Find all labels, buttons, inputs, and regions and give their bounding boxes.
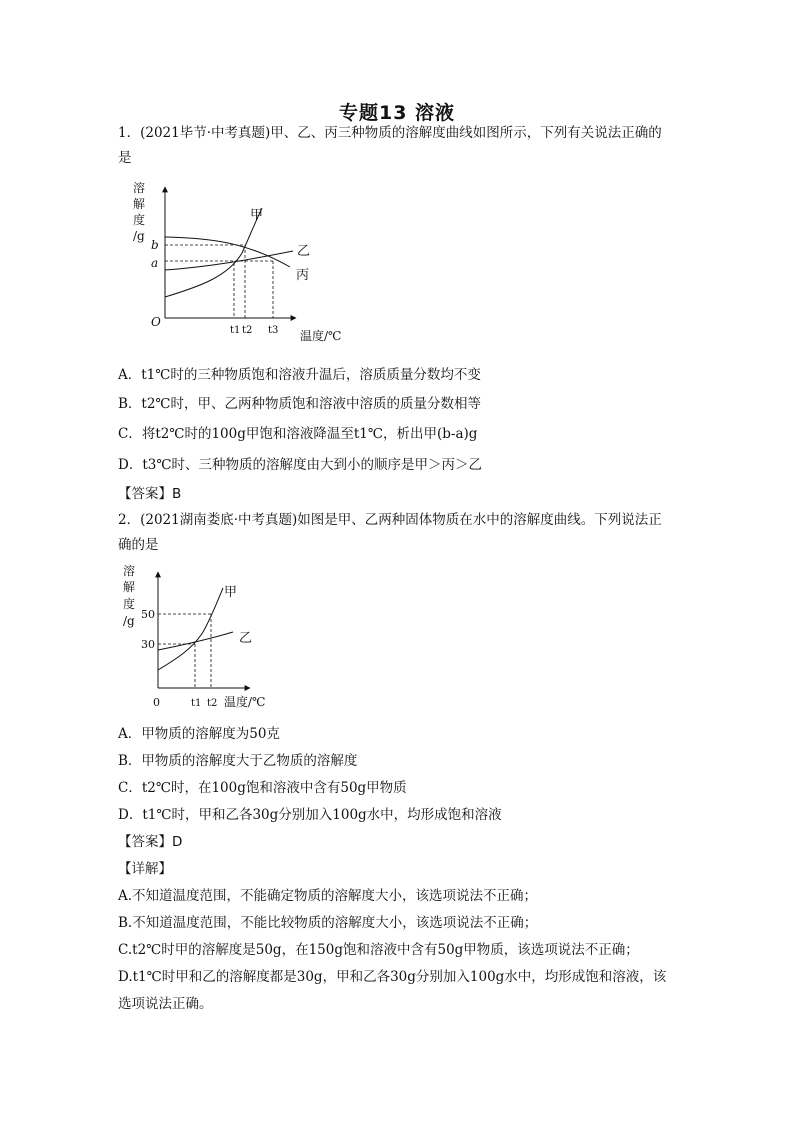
q2-ylabel-4: /g bbox=[123, 614, 135, 628]
q2-tick-t2: t2 bbox=[207, 698, 218, 709]
q2-answer: 【答案】D bbox=[118, 834, 183, 850]
q2-tick-50: 50 bbox=[141, 608, 155, 621]
q1-stem-line2: 是 bbox=[118, 150, 132, 166]
q1-curve-jia bbox=[165, 208, 262, 297]
q2-xlabel: 温度/℃ bbox=[224, 695, 266, 709]
q2-detail-b: B.不知道温度范围，不能比较物质的溶解度大小，该选项说法不正确； bbox=[118, 915, 538, 931]
q2-detail-a: A.不知道温度范围，不能确定物质的溶解度大小，该选项说法不正确； bbox=[118, 888, 538, 904]
q2-ylabel-1: 溶 bbox=[123, 564, 136, 578]
q2-label-yi: 乙 bbox=[239, 631, 253, 646]
q2-option-d: D．t1℃时，甲和乙各30g分别加入100g水中，均形成饱和溶液 bbox=[118, 807, 502, 823]
q1-xlabel: 温度/℃ bbox=[300, 329, 342, 343]
q1-label-bing: 丙 bbox=[296, 268, 310, 283]
q1-curve-yi bbox=[165, 251, 293, 270]
q1-stem-line1: 1．(2021毕节·中考真题)甲、乙、丙三种物质的溶解度曲线如图所示，下列有关说法正确的 bbox=[118, 125, 662, 141]
q1-label-jia: 甲 bbox=[250, 208, 264, 223]
q2-ylabel-3: 度 bbox=[123, 597, 136, 611]
q2-origin: 0 bbox=[153, 696, 160, 709]
q1-tick-t3: t3 bbox=[268, 325, 279, 336]
q2-detail-d: D.t1℃时甲和乙的溶解度都是30g，甲和乙各30g分别加入100g水中，均形成饱和溶液，该 bbox=[118, 969, 667, 985]
q2-stem-line1: 2．(2021湖南娄底·中考真题)如图是甲、乙两种固体物质在水中的溶解度曲线。下列说法正 bbox=[118, 512, 662, 528]
q2-option-b: B．甲物质的溶解度大于乙物质的溶解度 bbox=[118, 753, 358, 769]
q2-solubility-figure bbox=[118, 560, 288, 715]
q2-option-a: A．甲物质的溶解度为50克 bbox=[118, 726, 280, 742]
q1-ylabel-2: 解 bbox=[133, 197, 146, 211]
q1-tick-b: b bbox=[151, 238, 159, 252]
page-title: 专题13 溶液 bbox=[338, 102, 456, 124]
q2-detail-d-cont: 选项说法正确。 bbox=[118, 996, 213, 1012]
q1-ylabel-3: 度 bbox=[133, 213, 146, 227]
q1-tick-t1: t1 bbox=[230, 325, 241, 336]
q2-curve-jia bbox=[158, 588, 223, 670]
q1-tick-a: a bbox=[151, 256, 159, 270]
q2-ylabel-2: 解 bbox=[123, 580, 136, 594]
q2-detail-c: C.t2℃时甲的溶解度是50g，在150g饱和溶液中含有50g甲物质，该选项说法不正确； bbox=[118, 942, 639, 958]
q1-answer: 【答案】B bbox=[118, 486, 182, 502]
q2-tick-t1: t1 bbox=[191, 698, 202, 709]
q1-option-d: D．t3℃时、三种物质的溶解度由大到小的顺序是甲＞丙＞乙 bbox=[118, 457, 482, 473]
q2-curve-yi bbox=[158, 632, 233, 650]
q1-option-c: C．将t2℃时的100g甲饱和溶液降温至t1℃，析出甲(b-a)g bbox=[118, 426, 478, 442]
q1-ylabel-1: 溶 bbox=[133, 181, 146, 195]
q2-stem-line2: 确的是 bbox=[118, 537, 159, 553]
q1-ylabel-4: /g bbox=[133, 229, 145, 243]
q1-origin: O bbox=[151, 315, 161, 329]
q2-detail-heading: 【详解】 bbox=[118, 861, 172, 877]
q2-option-c: C．t2℃时，在100g饱和溶液中含有50g甲物质 bbox=[118, 780, 407, 796]
q2-label-jia: 甲 bbox=[224, 585, 238, 600]
q1-solubility-figure bbox=[118, 175, 368, 345]
q1-tick-t2: t2 bbox=[242, 325, 253, 336]
q1-label-yi: 乙 bbox=[297, 244, 311, 259]
q1-option-a: A．t1℃时的三种物质饱和溶液升温后，溶质质量分数均不变 bbox=[118, 367, 481, 383]
q2-tick-30: 30 bbox=[141, 638, 155, 651]
q1-option-b: B．t2℃时，甲、乙两种物质饱和溶液中溶质的质量分数相等 bbox=[118, 396, 482, 412]
